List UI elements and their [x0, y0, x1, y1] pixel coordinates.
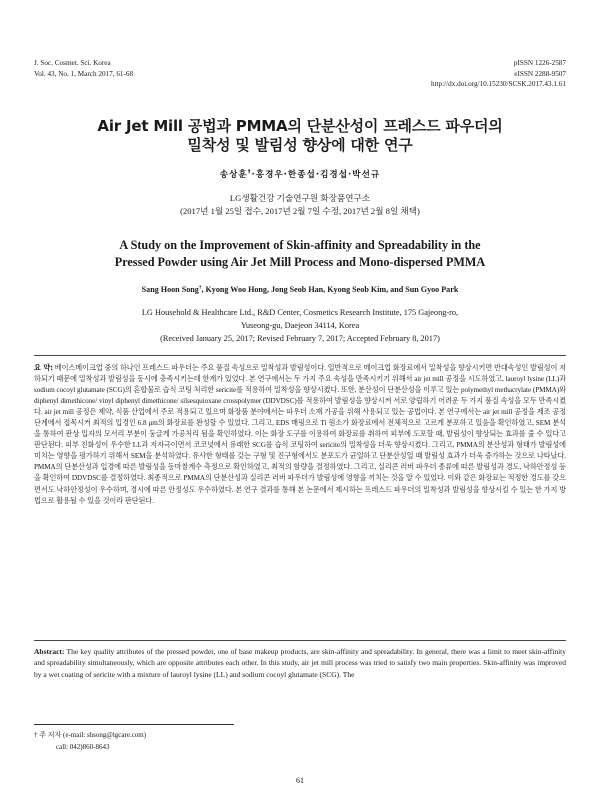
korean-title [40, 117, 560, 155]
footnote-mark: † [34, 731, 38, 739]
journal-volume: Vol. 43, No. 1, March 2017, 61-68 [34, 69, 134, 78]
abstract-top-rule [34, 355, 566, 356]
english-title [40, 237, 560, 271]
page-number: 61 [296, 776, 304, 785]
footnote-email[interactable]: (e-mail: shsong@lgcare.com) [63, 731, 147, 739]
korean-abstract-text: 베이스메이크업 중의 하나인 프레스드 파우더는 주요 품질 속성으로 밀착성과 발림성이다. 일반적으로 메이크업 화장료에서 밀착성을 향상시키면 반대속성인 발림성이 저하되기 때문에 밀착성과 발림성을 동시에 충족시키는데 한계가 있었다. 본 연구에서는 두 가지 주요 속성을 만족시키기 위해서 air jet mill 공정을 시도하였고, lauroyl lysine (LL)과 sodium cocoyl glutamate (SCG)의 혼합물로 습식 코팅 처리한 sericite를 적용하여 밀착성을 향상시켰다. 또한, 분산성이 단분산성을 이루고 있는 polymethyl methacrylate (PMMA)와 diphenyl dimethicone/ vinyl diphenyl dimethicone/ silsesquioxane crosspolymer (DDVDSC)를 적용하여 발림성을 향상시켜 서로 양립하기 어려운 두 가지 품질 속성을 모두 만족시켰다. air jet mill 공정은 제약, 식품 산업에서 주로 적용되고 있으며 화장품 분야에서는 파우더 소재 가공을 위해 사용되고 있는 공법이다. 본 연구에서는 air jet mill 공정을 제조 공정단계에서 접목시켜 최적의 입경인 6.8 μm의 화장료를 완성할 수 있었다. 그리고, EDS 매핑으로 Ti 원소가 화장료에서 전체적으로 고르게 분포하고 있음을 확인하였고, SEM 분석을 통하여 판상 입자의 모서리 부분이 둥글게 가공처리 됨을 확인하였다. 이는 화장 도구를 이용하여 화장료를 취하여 피부에 도포할 때, 발림성이 향상되는 효과를 줄 수 있다고 판단된다. 피부 친화성이 우수한 LL과 저자극이면서 코코넛에서 유래한 SCG를 습식 코팅하여 sericite의 밀착성을 더욱 향상시켰다. 그리고, PMMA의 분산성과 형태가 발림성에 미치는 영향을 평가하기 위해서 SEM을 분석하였다. 유사한 형태를 갖는 구형 및 진구형에서도 분포도가 균일하고 단분산성일 때 발림성 효과가 더욱 증가하는 것으로 나타났다. PMMA의 단분산성과 입경에 따른 발림성을 동마찰계수 측정으로 확인하였고, 최적의 함량을 결정하였다. 그리고, 실리콘 러버 파우더 종류에 따른 발림성과 경도, 낙하안정성 등을 확인하여 DDVDSC를 결정하였다. 최종적으로 PMMA의 단분산성과 실리콘 러버 파우더가 발림성에 영향을 끼치는 것을 알 수 있었다. 이와 같은 화장료는 적정한 경도를 갖으면서도 낙하안정성이 우수하며, 경시에 따른 안정성도 우수하였다. 본 연구 결과를 통해 본 논문에서 제시하는 프레스드 파우더의 밀착성과 발림성을 향상시킬 수 있는 한 가지 방법으로 활용될 수 있을 것이라 판단된다. [34, 364, 566, 505]
korean-affiliation: LG생활건강 기술연구원 화장품연구소 [229, 193, 371, 203]
korean-dates: (2017년 1월 25일 접수, 2017년 2월 7일 수정, 2017년 2월 8일 채택) [180, 206, 420, 216]
journal-header [34, 58, 133, 79]
english-affiliation-block [30, 306, 570, 345]
english-abstract [34, 646, 566, 680]
english-affiliation-line1: LG Household & Healthcare Ltd., R&D Center, Cosmetics Research Institute, 175 Gajeong-ro, [141, 308, 459, 317]
english-coauthors: , Kyong Woo Hong, Jong Seob Han, Kyong Seob Kim, and Sun Gyoo Park [201, 285, 459, 294]
korean-coauthors: ·홍경우·한종섭·김경섭·박선규 [251, 170, 381, 180]
korean-abstract-label: 요 약: [34, 363, 53, 372]
footnote [34, 729, 146, 753]
corresponding-mark: † [247, 169, 252, 176]
doi-link[interactable]: http://dx.doi.org/10.15230/SCSK.2017.43.1.61 [430, 80, 566, 88]
footnote-label: 주 저자 [39, 731, 62, 739]
english-dates: (Received January 25, 2017; Revised February 7, 2017; Accepted February 8, 2017) [160, 334, 440, 343]
footnote-rule [34, 724, 234, 725]
korean-corresponding-author: 송상훈 [219, 170, 248, 180]
eissn: eISSN 2288-9507 [514, 69, 566, 78]
abstract-divider-rule [34, 640, 566, 641]
issn-header [431, 58, 566, 90]
english-abstract-text: The key quality attributes of the pressed powder, one of base makeup products, are skin-affinity and spreadability. In general, there was a limit to meet skin-affinity and spreadability simultaneously, which are opposite attributes each other. In this study, air jet mill process was tried to satisfy two main properties. Skin-affinity was improved by a wet coating of sericite with a mixture of lauroyl lysine (LL) and sodium cocoyl glutamate (SCG). The [34, 647, 566, 679]
footnote-call: call: 042)860-8643 [56, 743, 110, 751]
english-affiliation-line2: Yuseong-gu, Daejeon 34114, Korea [240, 321, 360, 330]
english-corresponding-mark: † [198, 284, 202, 291]
english-title-line1: A Study on the Improvement of Skin-affinity and Spreadability in the [119, 238, 481, 252]
english-title-line2: Pressed Powder using Air Jet Mill Process and Mono-dispersed PMMA [114, 255, 486, 269]
english-corresponding-author: Sang Hoon Song [141, 285, 199, 294]
korean-title-line1: Air Jet Mill 공법과 PMMA의 단분산성이 프레스드 파우더의 [97, 117, 503, 135]
english-abstract-label: Abstract: [34, 647, 65, 656]
korean-abstract [34, 362, 566, 507]
english-authors [30, 285, 570, 294]
korean-affiliation-block [40, 192, 560, 218]
korean-title-line2: 밀착성 및 발림성 향상에 대한 연구 [187, 136, 413, 154]
korean-authors [40, 168, 560, 180]
pissn: pISSN 1226-2587 [513, 59, 566, 67]
journal-name: J. Soc. Cosmet. Sci. Korea [34, 59, 111, 67]
